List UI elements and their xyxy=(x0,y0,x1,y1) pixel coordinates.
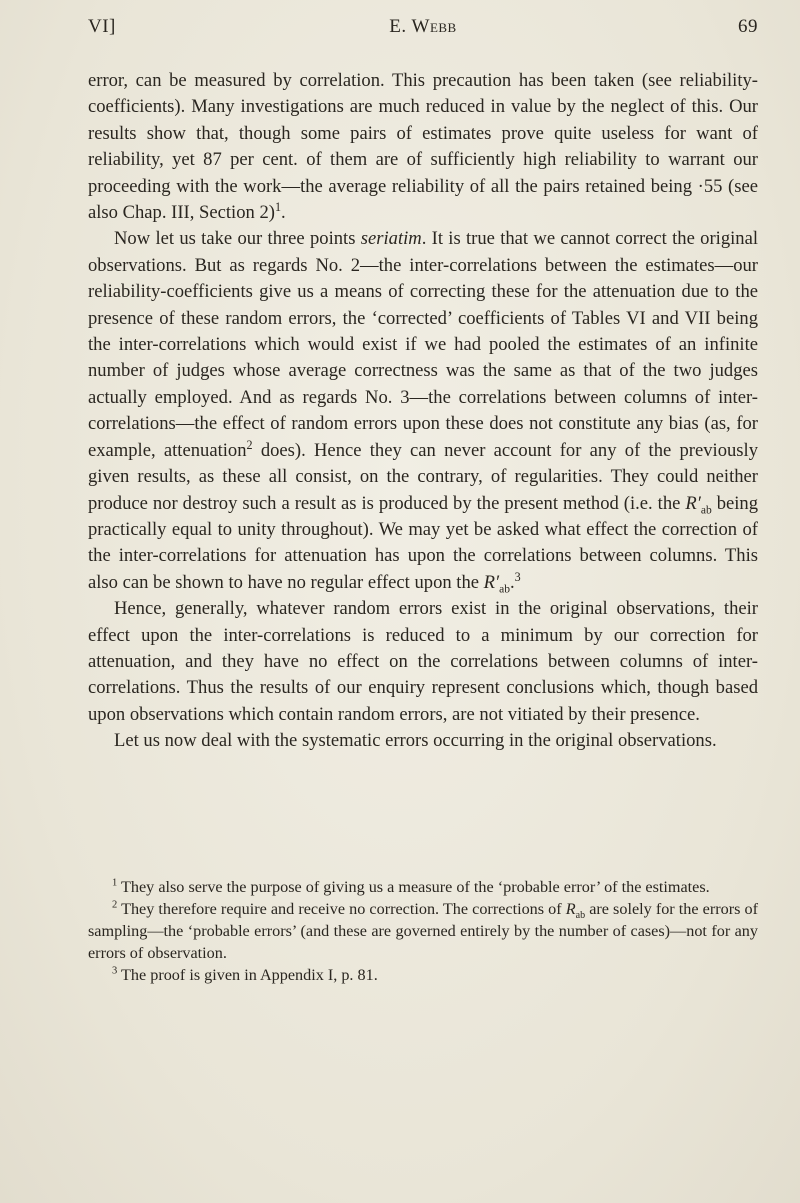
footnotes xyxy=(88,876,758,986)
page-number: 69 xyxy=(738,16,758,37)
symbol-r-prime-1: R′ xyxy=(685,492,701,514)
footnote-3-mark: 3 xyxy=(112,965,118,977)
footnote-2-text-a: They therefore require and receive no correction. The corrections of xyxy=(117,900,566,918)
section-marker: VI] xyxy=(88,16,116,37)
running-header xyxy=(88,16,758,46)
running-author: E. Webb xyxy=(389,16,457,37)
italic-seriatim: seriatim xyxy=(360,228,422,250)
footnote-3 xyxy=(88,964,758,986)
paragraph-2-text-b: . It is true that we cannot correct the original observations. But as regards No. 2—the inter-correlations between the estimates—our reliability-coefficients give us a means of correcting these for the attenuation due to the presence of these random errors, the ‘corrected’ coefficients of Tables VI and VII being the inter-correlations which would exist if we had pooled the estimates of an infinite number of judges whose average correctness was the same as that of the two judges actually employed. And as regards No. 3—the correlations between columns of inter-correlations—the effect of random errors upon these does not constitute any bias (as, for example, attenuation xyxy=(88,228,758,461)
paragraph-2-text-d: being practically equal to unity throughout). We may yet be asked what effect the correction of the inter-correlations for attenuation has upon the correlations between columns. This also can be shown to have no regular effect upon the xyxy=(88,492,759,593)
paragraph-2-text-e: . xyxy=(509,571,515,593)
footnote-2 xyxy=(88,898,758,964)
paragraph-2-text-c: does). Hence they can never account for any of the previously given results, as these all consist, on the contrary, of regularities. They could neither produce nor destroy such a result as is produced by the present method (i.e. the xyxy=(88,439,758,514)
footnote-1-mark: 1 xyxy=(112,877,118,889)
footnote-ref-2: 2 xyxy=(246,437,253,452)
paragraph-4: Let us now deal with the systematic errors occurring in the original observations. xyxy=(114,730,717,752)
footnote-1 xyxy=(88,876,758,898)
footnote-2-subscript: ab xyxy=(575,910,586,922)
paragraph-1-text: error, can be measured by correlation. This precaution has been taken (see reliability-coefficients). Many investigations are much reduced in value by the neglect of this. Our results show that, though some pairs of estimates prove quite useless for want of reliability, yet 87 per cent. of them are of sufficiently high reliability to warrant our proceeding with the work—the average reliability of all the pairs retained being ·55 (see also Chap. III, Section 2) xyxy=(88,70,758,224)
footnote-1-text: They also serve the purpose of giving us a measure of the ‘probable error’ of the estimates. xyxy=(117,878,710,896)
footnote-2-mark: 2 xyxy=(112,899,118,911)
paragraph-3: Hence, generally, whatever random errors exist in the original observations, their effect upon the inter-correlations is reduced to a minimum by our correction for attenuation, and they have no effect on the correlations between columns of inter-correlations. Thus the results of our enquiry represent conclusions which, though based upon observations which contain random errors, are not vitiated by their presence. xyxy=(88,598,758,725)
symbol-subscript-2: ab xyxy=(499,583,510,596)
paragraph-1 xyxy=(88,68,758,226)
footnote-3-text: The proof is given in Appendix I, p. 81. xyxy=(117,966,378,984)
symbol-subscript-1: ab xyxy=(700,504,712,517)
footnote-ref-3: 3 xyxy=(514,569,521,584)
footnote-ref-1: 1 xyxy=(274,199,281,214)
main-text xyxy=(88,68,758,755)
paragraph-2 xyxy=(88,226,758,596)
paragraph-1-end: . xyxy=(280,202,286,224)
footnote-2-text-b: are solely for the errors of sampling—the ‘probable errors’ (and these are governed entirely by the number of cases)—not for any errors of observation. xyxy=(88,900,758,962)
footnote-2-symbol: R xyxy=(565,900,576,918)
symbol-r-prime-2: R′ xyxy=(483,571,500,593)
paragraph-2-text-a: Now let us take our three points xyxy=(114,228,361,250)
